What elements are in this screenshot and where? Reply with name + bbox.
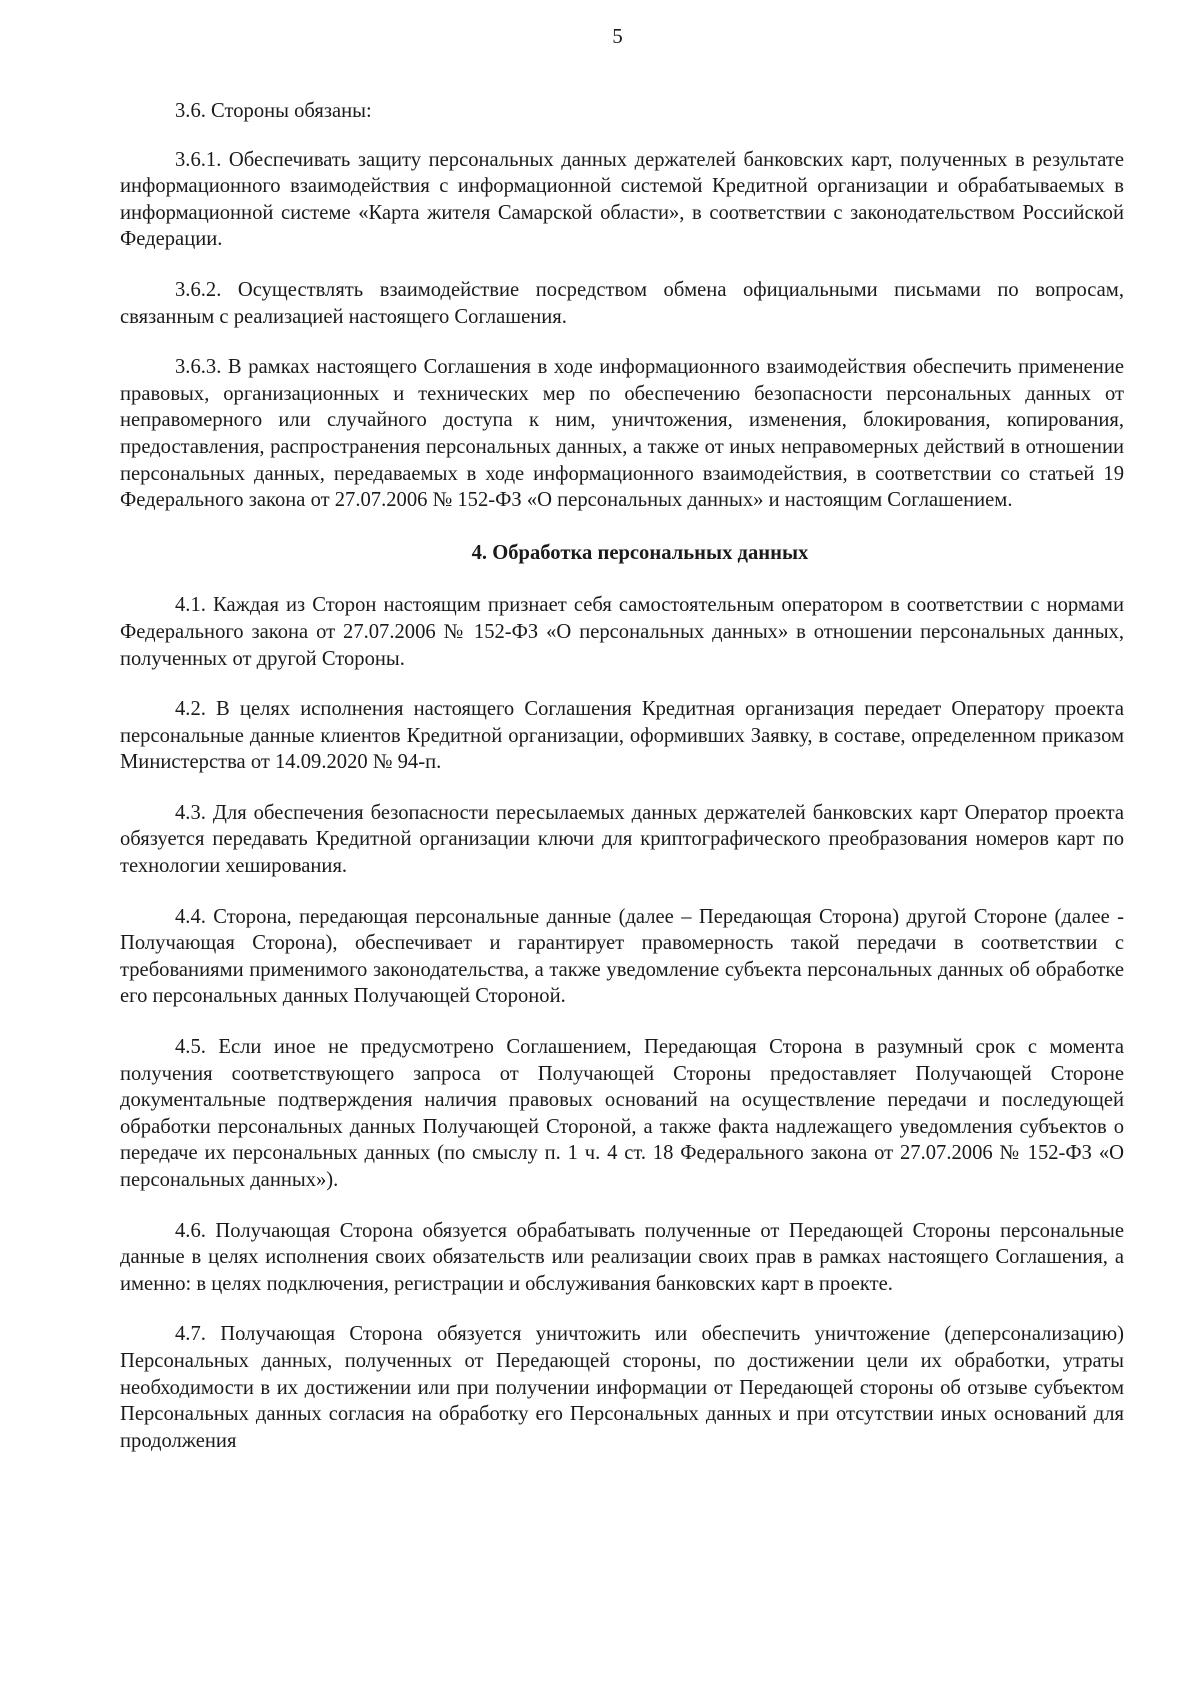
paragraph-4-3: 4.3. Для обеспечения безопасности пересылаемых данных держателей банковских карт Оператор проекта обязуется передавать Кредитной организации ключи для криптографического преобразования номеров карт по технологии хеширования. <box>120 801 1124 878</box>
paragraph-3-6-2: 3.6.2. Осуществлять взаимодействие посредством обмена официальными письмами по вопросам, связанным с реализацией настоящего Соглашения. <box>120 278 1124 328</box>
paragraph-4-6: 4.6. Получающая Сторона обязуется обрабатывать полученные от Передающей Стороны персональные данные в целях исполнения своих обязательств или реализации своих прав в рамках настоящего Соглашения, а именно: в целях подключения, регистрации и обслуживания банковских карт в проекте. <box>120 1219 1124 1295</box>
section-4-heading: 4. Обработка персональных данных <box>471 541 809 564</box>
paragraph-3-6-1: 3.6.1. Обеспечивать защиту персональных данных держателей банковских карт, полученных в результате информационного взаимодействия с информационной системой Кредитной организации и обрабатываемых в информационной системе «Карта жителя Самарской области», в соответствии с законодательством Российской Федерации. <box>120 148 1124 251</box>
document-body <box>120 98 1124 1454</box>
paragraph-4-1: 4.1. Каждая из Сторон настоящим признает себя самостоятельным оператором в соответствии с нормами Федерального закона от 27.07.2006 № 152-ФЗ «О персональных данных» в отношении персональных данных, полученных от другой Стороны. <box>120 594 1124 670</box>
paragraph-4-2: 4.2. В целях исполнения настоящего Соглашения Кредитная организация передает Оператору проекта персональные данные клиентов Кредитной организации, оформивших Заявку, в составе, определенном приказом Министерства от 14.09.2020 № 94-п. <box>120 698 1124 774</box>
paragraph-3-6-3: 3.6.3. В рамках настоящего Соглашения в ходе информационного взаимодействия обеспечить применение правовых, организационных и технических мер по обеспечению безопасности персональных данных от неправомерного или случайного доступа к ним, уничтожения, изменения, блокирования, копирования, предоставления, распространения персональных данных, а также от иных неправомерных действий в отношении персональных данных, передаваемых в ходе информационного взаимодействия, в соответствии со статьей 19 Федерального закона от 27.07.2006 № 152-ФЗ «О персональных данных» и настоящим Соглашением. <box>120 356 1124 512</box>
paragraph-4-7: 4.7. Получающая Сторона обязуется уничтожить или обеспечить уничтожение (деперсонализацию) Персональных данных, полученных от Передающей стороны, по достижении цели их обработки, утраты необходимости в их достижении или при получении информации от Передающей стороны об отзыве субъектом Персональных данных согласия на обработку его Персональных данных и при отсутствии иных оснований для продолжения <box>120 1323 1124 1452</box>
paragraph-4-4: 4.4. Сторона, передающая персональные данные (далее – Передающая Сторона) другой Стороне (далее - Получающая Сторона), обеспечивает и гарантирует правомерность такой передачи в соответствии с требованиями применимого законодательства, а также уведомление субъекта персональных данных об обработке его персональных данных Получающей Стороной. <box>120 905 1124 1008</box>
page-number: 5 <box>612 24 623 48</box>
paragraph-3-6: 3.6. Стороны обязаны: <box>175 100 372 122</box>
paragraph-4-5: 4.5. Если иное не предусмотрено Соглашением, Передающая Сторона в разумный срок с момента получения соответствующего запроса от Получающей Стороны предоставляет Получающей Стороне документальные подтверждения наличия правовых оснований на осуществление передачи и последующей обработки персональных данных Получающей Стороной, а также факта надлежащего уведомления субъектов о передаче их персональных данных (по смыслу п. 1 ч. 4 ст. 18 Федерального закона от 27.07.2006 № 152-ФЗ «О персональных данных»). <box>120 1036 1124 1191</box>
